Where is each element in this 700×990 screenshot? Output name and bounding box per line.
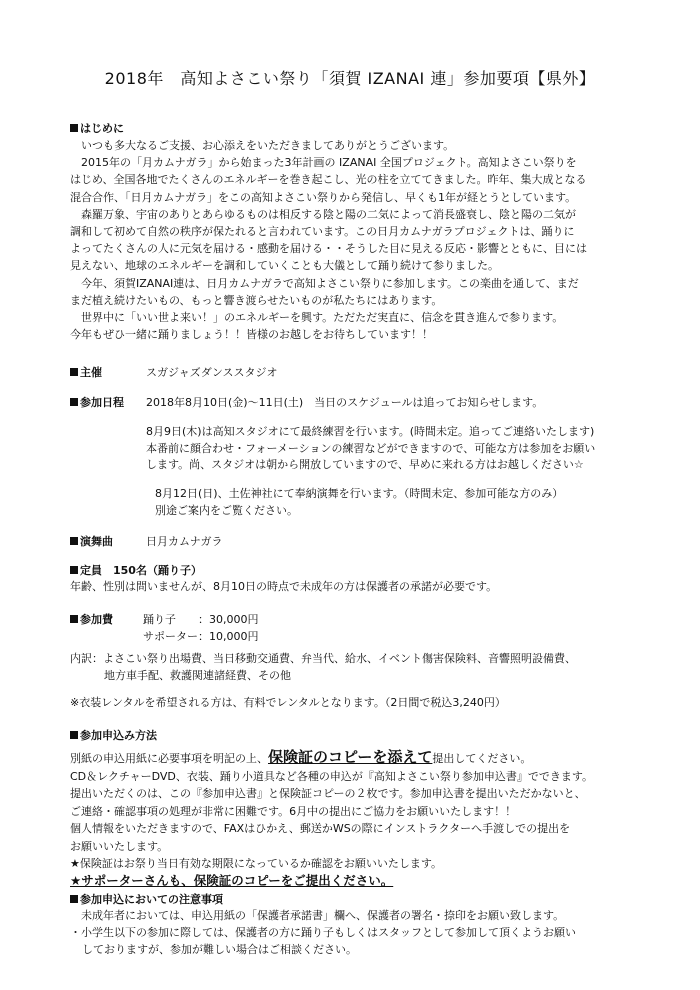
capacity-label: 定員 150名（踊り子） xyxy=(70,562,202,579)
apply-line: 個人情報をいただきますので、FAXはひかえ、郵送かWSの際にインストラクターへ手渡しでの提出を xyxy=(70,822,571,836)
intro-line: 今年、須賀IZANAI連は、日月カムナガラで高知よさこい祭りに参加します。この楽曲を通して、まだ xyxy=(81,276,579,290)
square-bullet-icon xyxy=(70,537,78,545)
dates-value: 2018年8月10日(金)〜11日(土) 当日のスケジュールは追ってお知らせします。 xyxy=(146,396,544,409)
intro-line: 森羅万象、宇宙のありとあらゆるものは相反する陰と陽の二気によって消長盛衰し、陰と陽の二気が xyxy=(81,207,576,221)
cautions-text xyxy=(70,907,576,958)
square-bullet-icon xyxy=(70,895,78,903)
intro-heading: はじめに xyxy=(70,120,124,137)
intro-line: 2015年の「月カムナガラ」から始まった3年計画の IZANAI 全国プロジェクト。高知よさこい祭りを xyxy=(81,156,577,170)
apply-line: ★保険証はお祭り当日有効な期限になっているか確認をお願いいたします。 xyxy=(70,857,442,871)
shrine-line: 別途ご案内をご覧ください。 xyxy=(155,503,298,517)
insurance-copy-emphasis: 保険証のコピーを添えて xyxy=(268,748,433,766)
song-value: 日月カムナガラ xyxy=(146,535,223,548)
apply-line: お願いいたします。 xyxy=(70,839,169,853)
organizer-value: スガジャズダンススタジオ xyxy=(146,366,278,379)
apply-line: 提出いただくのは、この『参加申込書』と保険証コピーの２枚です。参加申込書を提出いただかないと、 xyxy=(70,787,586,801)
fee-breakdown-line: 地方車手配、救護関連諸経費、その他 xyxy=(104,669,291,682)
intro-line: はじめ、全国各地でたくさんのエネルギーを巻き起こし、光の柱を立ててきました。昨年、集大成となる xyxy=(70,173,587,187)
organizer-label: 主催 xyxy=(70,364,102,381)
intro-line: 見えない、地球のエネルギーを調和していくことも大儀として踊り続けて参りました。 xyxy=(70,259,499,273)
fee-supporter: サポーター：10,000円 xyxy=(143,630,259,643)
fee-label: 参加費 xyxy=(70,611,113,628)
square-bullet-icon xyxy=(70,566,78,574)
square-bullet-icon xyxy=(70,731,78,739)
capacity-note: 年齢、性別は問いませんが、8月10日の時点で未成年の方は保護者の承諾が必要です。 xyxy=(70,580,498,593)
fee-breakdown-line: 内訳：よさこい祭り出場費、当日移動交通費、弁当代、給水、イベント傷害保険料、音響照明設備費、 xyxy=(70,652,576,665)
intro-text xyxy=(70,137,587,343)
intro-line: 混合合作、「日月カムナガラ」をこの高知よさこい祭りから発信し、早くも1年が経とうとしています。 xyxy=(70,190,577,204)
caution-line: ・小学生以下の参加に際しては、保護者の方に踊り子もしくはスタッフとして参加して頂くようお願い xyxy=(70,926,576,939)
square-bullet-icon xyxy=(70,124,78,132)
intro-line: 調和して初めて自然の秩序が保たれると言われています。この日月カムナガラプロジェクトは、踊りに xyxy=(70,225,575,239)
apply-line: ご連絡・確認事項の処理が非常に困難です。6月中の提出にご協力をお願いいたします！！ xyxy=(70,804,517,818)
caution-line: 未成年者においては、申込用紙の「保護者承諾書」欄へ、保護者の署名・捺印をお願い致します。 xyxy=(81,909,565,922)
practice-note xyxy=(146,424,595,474)
apply-heading: 参加申込み方法 xyxy=(70,727,157,744)
practice-line: します。尚、スタジオは朝から開放していますので、早めに来れる方はお越しください☆ xyxy=(146,458,584,471)
intro-line: よってたくさんの人に元気を届ける・感動を届ける・・そうした目に見える反応・影響とともに、目には xyxy=(70,242,587,256)
rental-note: ※衣装レンタルを希望される方は、有料でレンタルとなります。（2日間で税込3,240円） xyxy=(70,696,506,709)
intro-line: まだ植え続けたいもの、もっと響き渡らせたいものが私たちにはあります。 xyxy=(70,293,443,307)
intro-line: いつも多大なるご支援、お心添えをいただきましてありがとうございます。 xyxy=(81,139,455,152)
page-title: 2018年 高知よさこい祭り「須賀 IZANAI 連」参加要項【県外】 xyxy=(104,69,596,88)
apply-line-1: 別紙の申込用紙に必要事項を明記の上、保険証のコピーを添えて提出してください。 xyxy=(70,748,532,766)
square-bullet-icon xyxy=(70,398,78,406)
supporter-insurance-note: ★サポーターさんも、保険証のコピーをご提出ください。 xyxy=(70,873,394,888)
shrine-note xyxy=(155,486,563,519)
apply-text xyxy=(70,768,593,872)
apply-line: CD＆レクチャーDVD、衣装、踊り小道具など各種の申込が『高知よさこい祭り参加申込書』でできます。 xyxy=(70,770,593,783)
dates-label: 参加日程 xyxy=(70,394,124,411)
intro-line: 世界中に「いい世よ来い！」のエネルギーを興す。ただただ実直に、信念を貫き進んで参ります。 xyxy=(81,311,564,325)
cautions-heading: 参加申込においての注意事項 xyxy=(70,891,223,908)
song-label: 演舞曲 xyxy=(70,533,113,550)
practice-line: 8月9日(木)は高知スタジオにて最終練習を行います。(時間未定。追ってご連絡いたします) xyxy=(146,425,595,438)
caution-line: しておりますが、参加が難しい場合はご相談ください。 xyxy=(82,943,357,956)
square-bullet-icon xyxy=(70,368,78,376)
fee-dancer: 踊り子 ：30,000円 xyxy=(143,613,259,626)
intro-line: 今年もぜひ一緒に踊りましょう！！皆様のお越しをお待ちしています！！ xyxy=(70,328,433,342)
square-bullet-icon xyxy=(70,615,78,623)
shrine-line: 8月12日(日)、土佐神社にて奉納演舞を行います。（時間未定、参加可能な方のみ） xyxy=(155,487,564,500)
practice-line: 本番前に顔合わせ・フォーメーションの練習などができますので、可能な方は参加をお願い xyxy=(146,441,596,455)
